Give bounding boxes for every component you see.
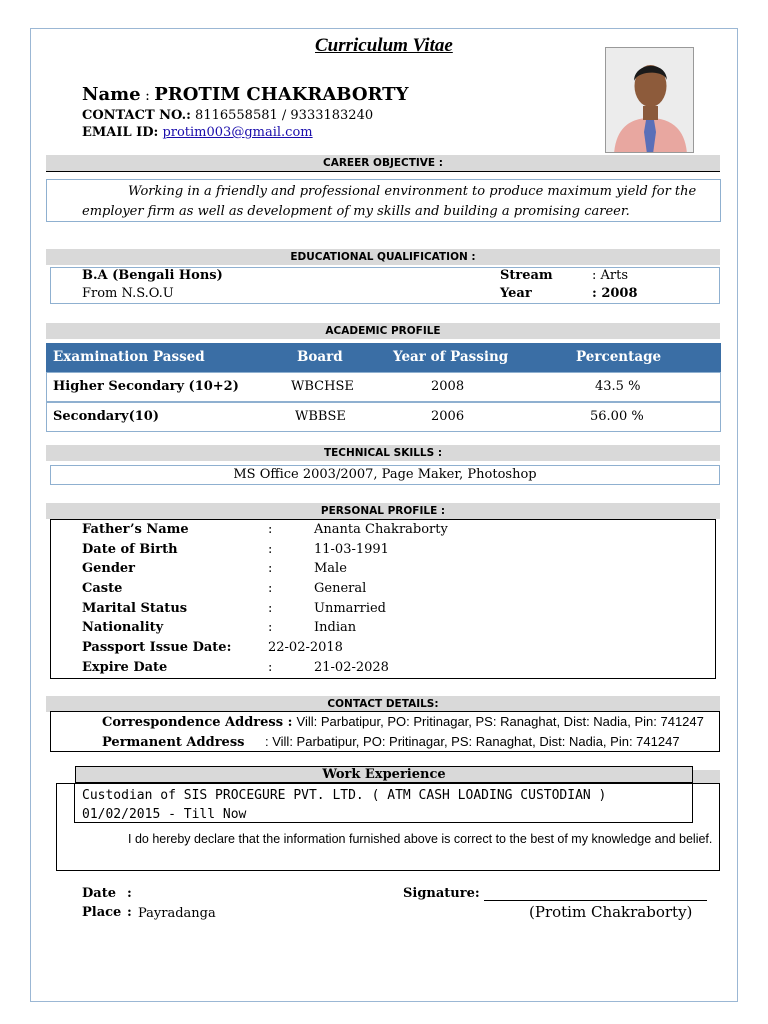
academic-table-header (46, 343, 721, 372)
stream-value: : Arts (592, 268, 629, 283)
correspondence-label: Correspondence Address : (102, 715, 293, 730)
field-separator: : (268, 522, 273, 537)
field-separator: : (268, 542, 273, 557)
field-value: General (314, 581, 367, 596)
field-separator: : (268, 620, 273, 635)
board-cell: WBCHSE (291, 379, 354, 394)
name-separator: : (140, 88, 155, 104)
stream-label: Stream (500, 268, 553, 283)
profile-photo (605, 47, 694, 153)
education-heading: EDUCATIONAL QUALIFICATION : (46, 249, 720, 265)
email-label: EMAIL ID: (82, 125, 159, 140)
place-separator: : (127, 905, 132, 920)
place-label: Place (82, 905, 122, 920)
contact-value: 8116558581 / 9333183240 (190, 108, 374, 123)
signature-label: Signature: (403, 886, 480, 901)
field-value: Indian (314, 620, 357, 635)
correspondence-address-row (102, 714, 704, 730)
field-label: Father’s Name (82, 522, 189, 537)
correspondence-value: Vill: Parbatipur, PO: Pritinagar, PS: Ranaghat, Dist: Nadia, Pin: 741247 (296, 714, 704, 729)
work-experience-heading: Work Experience (75, 766, 693, 783)
permanent-label: Permanent Address (102, 735, 245, 750)
date-label: Date (82, 886, 116, 901)
permanent-address-row (102, 734, 680, 750)
field-value: 11-03-1991 (314, 542, 389, 557)
col-exam: Examination Passed (53, 349, 205, 365)
field-separator: : (268, 561, 273, 576)
date-separator: : (127, 886, 132, 901)
career-objective-line1: Working in a friendly and professional environment to produce maximum yield for the (128, 184, 697, 199)
email-line (82, 125, 313, 140)
contact-details-heading: CONTACT DETAILS: (46, 696, 720, 712)
technical-skills: MS Office 2003/2007, Page Maker, Photoshop (50, 465, 720, 485)
signature-name: (Protim Chakraborty) (529, 903, 693, 921)
percentage-cell: 43.5 % (595, 379, 641, 394)
field-label: Passport Issue Date: (82, 640, 232, 655)
page-title: Curriculum Vitae (315, 35, 453, 56)
col-board: Board (297, 349, 343, 365)
candidate-name-line (82, 84, 408, 105)
col-percentage: Percentage (576, 349, 662, 365)
field-label: Marital Status (82, 601, 188, 616)
place-value: Payradanga (138, 906, 216, 921)
field-separator: : (268, 601, 273, 616)
field-label: Expire Date (82, 660, 168, 675)
permanent-value: : Vill: Parbatipur, PO: Pritinagar, PS: Ranaghat, Dist: Nadia, Pin: 741247 (265, 734, 680, 749)
career-objective-box (46, 179, 721, 222)
name-label: Name (82, 84, 141, 105)
technical-heading: TECHNICAL SKILLS : (46, 445, 720, 461)
declaration-text: I do hereby declare that the information furnished above is correct to the best of my knowledge and belief. (128, 832, 713, 846)
field-separator: : (268, 660, 273, 675)
academic-heading: ACADEMIC PROFILE (46, 323, 720, 339)
table-row (46, 372, 721, 402)
field-value: 22-02-2018 (268, 640, 343, 655)
field-label: Date of Birth (82, 542, 178, 557)
work-experience-text: Custodian of SIS PROCEGURE PVT. LTD. ( ATM CASH LOADING CUSTODIAN ) 01/02/2015 - Till Now (82, 788, 607, 822)
email-link[interactable]: protim003@gmail.com (162, 125, 313, 140)
field-separator: : (268, 581, 273, 596)
contact-label: CONTACT NO.: (82, 108, 191, 123)
field-value: Ananta Chakraborty (314, 522, 448, 537)
declaration (82, 827, 717, 851)
career-objective-heading: CAREER OBJECTIVE : (46, 155, 720, 171)
candidate-name: PROTIM CHAKRABORTY (154, 84, 409, 105)
degree-institution: From N.S.O.U (82, 286, 174, 301)
field-value: Male (314, 561, 347, 576)
field-value: 21-02-2028 (314, 660, 389, 675)
divider (693, 770, 720, 783)
career-objective-line2: employer firm as well as development of my skills and building a promising career. (82, 204, 630, 219)
year-value: : 2008 (592, 286, 638, 301)
personal-heading: PERSONAL PROFILE : (46, 503, 720, 519)
signature-line (484, 900, 707, 901)
table-row (46, 402, 721, 432)
exam-cell: Higher Secondary (10+2) (53, 379, 239, 394)
divider (46, 171, 720, 172)
contact-number-line (82, 108, 373, 123)
field-label: Caste (82, 581, 123, 596)
year-cell: 2006 (431, 409, 465, 424)
board-cell: WBBSE (295, 409, 346, 424)
col-year: Year of Passing (393, 349, 509, 365)
field-label: Nationality (82, 620, 164, 635)
percentage-cell: 56.00 % (590, 409, 644, 424)
exam-cell: Secondary(10) (53, 409, 160, 424)
year-label: Year (500, 286, 532, 301)
field-value: Unmarried (314, 601, 387, 616)
year-cell: 2008 (431, 379, 465, 394)
field-label: Gender (82, 561, 136, 576)
degree: B.A (Bengali Hons) (82, 268, 223, 283)
